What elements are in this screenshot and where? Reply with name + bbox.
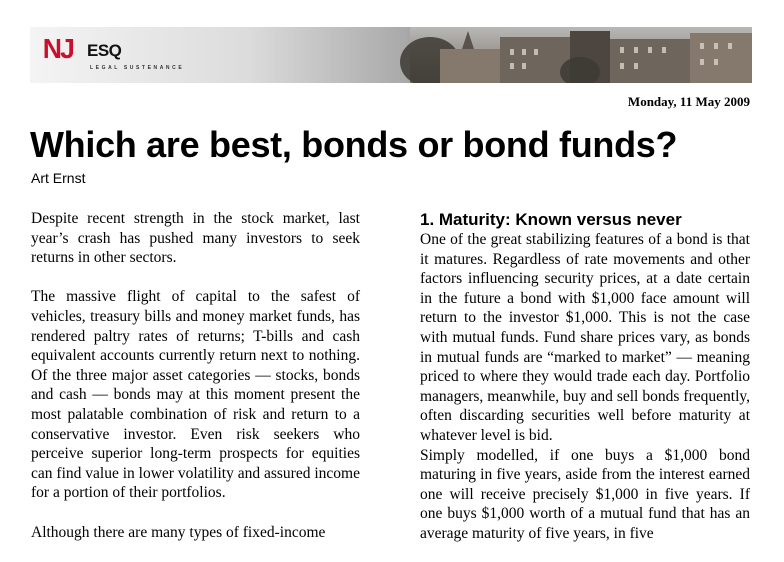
logo-tagline: LEGAL SUSTENANCE (90, 65, 185, 71)
logo-esq: ESQ (87, 41, 122, 60)
article-column-right (420, 209, 750, 544)
masthead-banner (30, 27, 752, 83)
paragraph: One of the great stabilizing features of a bond is that it matures. Regardless of rate movements and other factors influencing security prices, at a date certain in the future a bond with $1,000 face amount will return to the investor $1,000. This is not the case with mutual funds. Fund share prices vary, as bonds in mutual funds are “marked to market” — meaning priced to where they would trade each day. Portfolio managers, meanwhile, buy and sell bonds frequently, often discarding securities well before maturity at whatever level is bid. (420, 231, 750, 444)
article-column-left (31, 209, 360, 562)
article-title: Which are best, bonds or bond funds? (30, 124, 678, 165)
paragraph: The massive flight of capital to the safest of vehicles, treasury bills and money market funds, has rendered paltry rates of returns; T-bills and cash equivalent accounts currently return next to nothing. Of the three major asset categories — stocks, bonds and cash — bonds may at this moment present the most palatable combination of risk and return to a conservative investor. Even risk seekers who perceive superior long-term prospects for equities can find value in lower volatility and assured income for a portion of their portfolios. (31, 288, 360, 502)
paragraph: Despite recent strength in the stock market, last year’s crash has pushed many investors to seek returns in other sectors. (31, 210, 360, 267)
publication-date: Monday, 11 May 2009 (627, 94, 750, 109)
paragraph: Simply modelled, if one buys a $1,000 bond maturing in five years, aside from the interest earned one will receive precisely $1,000 in five years. If one buys $1,000 worth of a mutual fund that has an average maturity of five years, in five (420, 446, 750, 542)
logo-nj: NJ (42, 33, 74, 64)
article-author: Art Ernst (31, 170, 86, 186)
section-heading: 1. Maturity: Known versus never (420, 210, 682, 229)
paragraph: Although there are many types of fixed-income (31, 523, 326, 541)
campus-photo (410, 27, 752, 83)
